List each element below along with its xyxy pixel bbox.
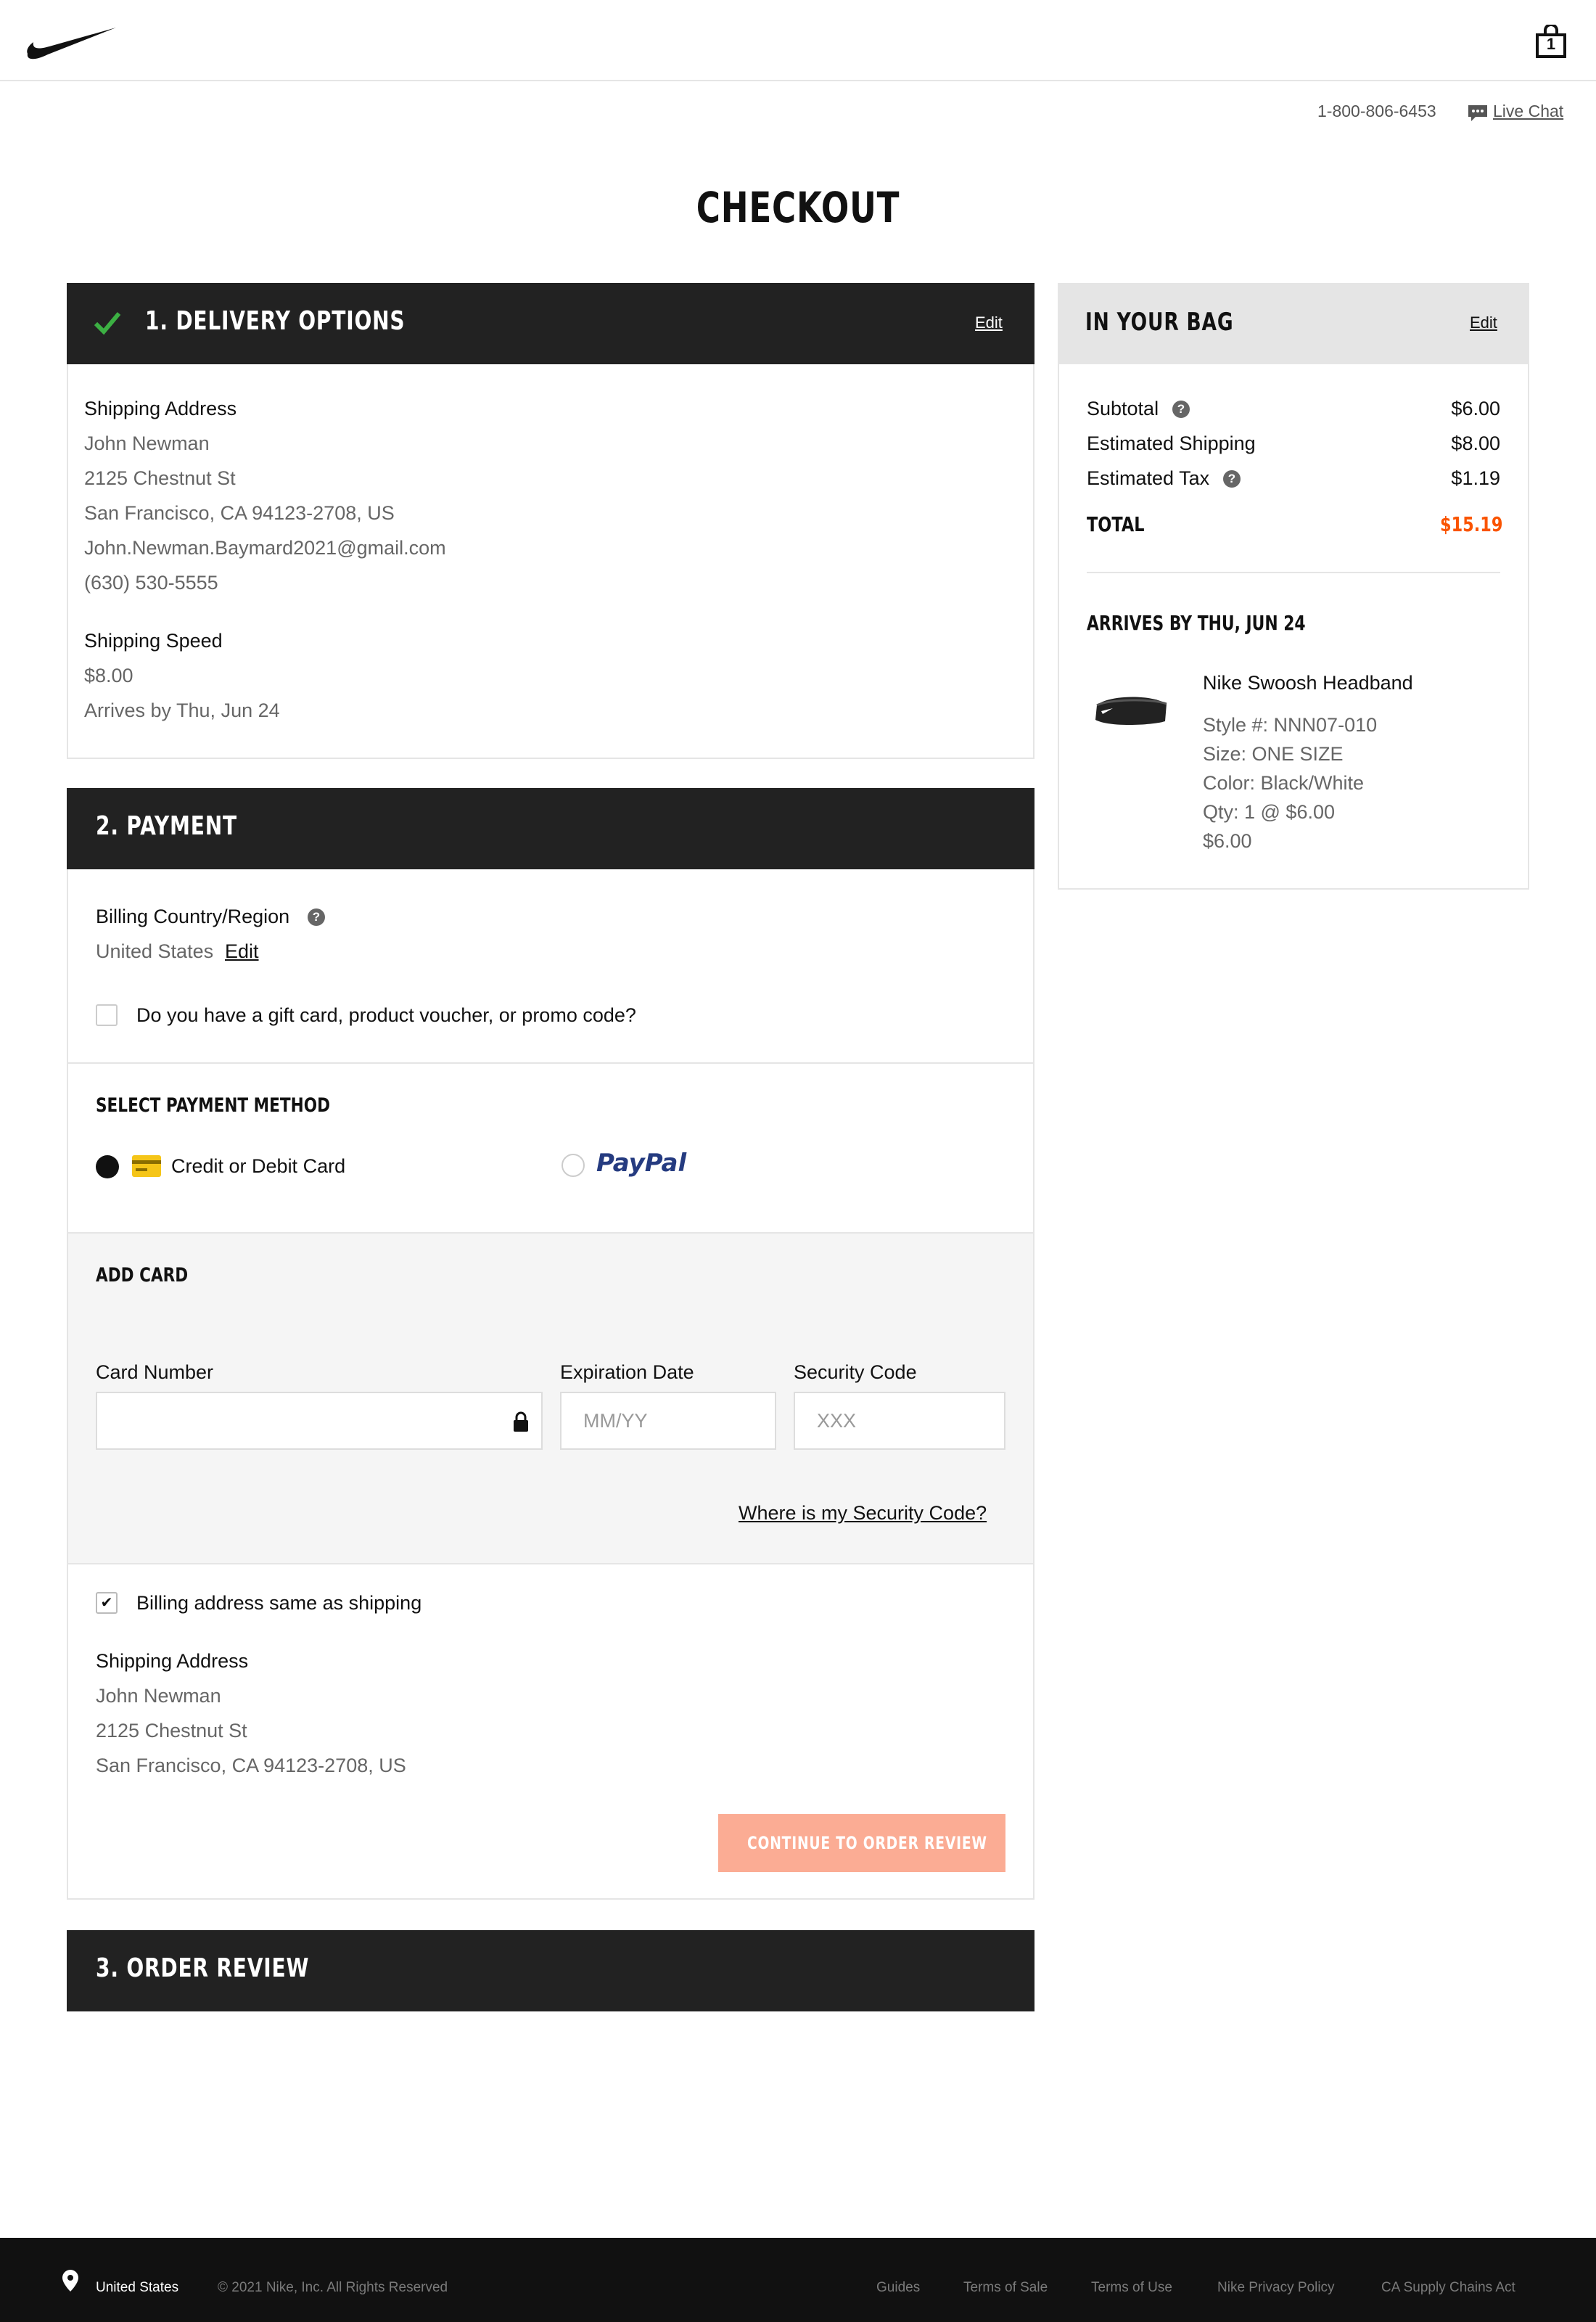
footer-link-terms-of-sale[interactable]: Terms of Sale — [963, 2280, 1048, 2295]
gift-card-question[interactable]: Do you have a gift card, product voucher, or promo code? — [136, 1004, 636, 1026]
order-review-title: 3. ORDER REVIEW — [96, 1953, 310, 1983]
where-security-code-link[interactable]: Where is my Security Code? — [739, 1502, 987, 1524]
add-card-section — [68, 1234, 1033, 1563]
chat-icon[interactable] — [1467, 104, 1489, 123]
footer-link-terms-of-use[interactable]: Terms of Use — [1091, 2280, 1172, 2295]
tax-help-icon[interactable]: ? — [1223, 470, 1241, 488]
paypal-logo[interactable] — [596, 1149, 686, 1178]
subtotal-value: $6.00 — [1451, 398, 1500, 419]
payment-header — [67, 788, 1034, 869]
security-code-input[interactable]: XXX — [794, 1392, 1005, 1450]
delivery-options-panel — [67, 364, 1034, 759]
product-quantity: Qty: 1 @ $6.00 — [1203, 801, 1335, 823]
continue-button-label: CONTINUE TO ORDER REVIEW — [747, 1833, 987, 1853]
gift-card-checkbox[interactable] — [96, 1004, 118, 1026]
shipping-street: 2125 Chestnut St — [84, 467, 236, 489]
top-navigation — [0, 0, 1596, 81]
shipping-arrival: Arrives by Thu, Jun 24 — [84, 700, 280, 721]
bag-edit-link[interactable]: Edit — [1470, 313, 1497, 332]
bag-icon[interactable] — [1535, 25, 1567, 58]
billing-country-label: Billing Country/Region — [96, 906, 290, 927]
arrival-heading: ARRIVES BY THU, JUN 24 — [1087, 611, 1306, 635]
footer-country[interactable]: United States — [96, 2280, 179, 2295]
subtotal-help-icon[interactable]: ? — [1172, 401, 1190, 418]
shipping-address-label: Shipping Address — [84, 398, 237, 419]
card-radio[interactable] — [96, 1155, 119, 1178]
nike-swoosh-logo[interactable] — [26, 25, 118, 60]
billing-city: San Francisco, CA 94123-2708, US — [96, 1755, 406, 1776]
page-title: CHECKOUT — [696, 183, 900, 232]
delivery-edit-link[interactable]: Edit — [975, 313, 1003, 332]
footer-link-ca-supply-chains[interactable]: CA Supply Chains Act — [1381, 2280, 1515, 2295]
billing-shipping-address-label: Shipping Address — [96, 1650, 249, 1672]
product-price: $6.00 — [1203, 830, 1252, 852]
shipping-speed-label: Shipping Speed — [84, 630, 223, 652]
credit-card-icon — [132, 1155, 161, 1177]
security-code-label: Security Code — [794, 1361, 917, 1383]
card-number-label: Card Number — [96, 1361, 214, 1383]
location-pin-icon — [62, 2270, 78, 2292]
checkmark-icon: ✔ — [100, 1595, 113, 1611]
live-chat-link[interactable]: Live Chat — [1493, 102, 1564, 120]
help-icon[interactable]: ? — [308, 908, 325, 926]
billing-name: John Newman — [96, 1685, 221, 1707]
card-number-input[interactable] — [96, 1392, 543, 1450]
order-review-header[interactable] — [67, 1930, 1034, 2011]
expiration-input[interactable]: MM/YY — [560, 1392, 776, 1450]
billing-country-value: United States — [96, 940, 214, 962]
product-name[interactable]: Nike Swoosh Headband — [1203, 672, 1413, 694]
product-style: Style #: NNN07-010 — [1203, 714, 1378, 736]
paypal-radio[interactable] — [562, 1154, 585, 1177]
footer — [0, 2238, 1596, 2322]
card-method-label[interactable]: Credit or Debit Card — [171, 1155, 346, 1177]
estimated-shipping-label: Estimated Shipping — [1087, 432, 1256, 454]
estimated-tax-label: Estimated Tax — [1087, 467, 1210, 489]
bag-summary-panel — [1058, 364, 1529, 890]
delivery-options-header — [67, 283, 1034, 364]
add-card-title: ADD CARD — [96, 1264, 189, 1287]
product-size: Size: ONE SIZE — [1203, 743, 1344, 765]
product-color: Color: Black/White — [1203, 772, 1365, 794]
divider — [68, 1563, 1033, 1564]
footer-link-privacy-policy[interactable]: Nike Privacy Policy — [1217, 2280, 1335, 2295]
billing-street: 2125 Chestnut St — [96, 1720, 247, 1742]
select-payment-method-title: SELECT PAYMENT METHOD — [96, 1094, 331, 1117]
divider — [1087, 572, 1500, 573]
footer-link-guides[interactable]: Guides — [876, 2280, 921, 2295]
billing-same-label[interactable]: Billing address same as shipping — [136, 1592, 422, 1614]
bag-summary-title: IN YOUR BAG — [1085, 308, 1234, 337]
check-icon — [94, 311, 120, 335]
support-phone[interactable]: 1-800-806-6453 — [1317, 102, 1436, 120]
delivery-options-title: 1. DELIVERY OPTIONS — [145, 306, 406, 336]
subtotal-label: Subtotal — [1087, 398, 1159, 419]
total-value: $15.19 — [1440, 512, 1503, 536]
estimated-shipping-value: $8.00 — [1451, 432, 1500, 454]
bag-summary-header — [1058, 283, 1529, 364]
billing-same-checkbox[interactable] — [96, 1592, 118, 1614]
expiration-label: Expiration Date — [560, 1361, 694, 1383]
divider — [68, 1062, 1033, 1064]
lock-icon — [512, 1411, 530, 1432]
continue-to-order-review-button[interactable] — [718, 1814, 1005, 1872]
shipping-phone: (630) 530-5555 — [84, 572, 218, 594]
shipping-name: John Newman — [84, 432, 210, 454]
payment-title: 2. PAYMENT — [96, 811, 237, 841]
footer-copyright: © 2021 Nike, Inc. All Rights Reserved — [218, 2280, 448, 2295]
product-image[interactable] — [1093, 689, 1171, 729]
shipping-email: John.Newman.Baymard2021@gmail.com — [84, 537, 446, 559]
billing-country-edit-link[interactable]: Edit — [225, 940, 259, 962]
bag-count: 1 — [1546, 35, 1556, 53]
shipping-speed-price: $8.00 — [84, 665, 133, 686]
paypal-label: PayPal — [596, 1149, 687, 1178]
estimated-tax-value: $1.19 — [1451, 467, 1500, 489]
payment-panel — [67, 869, 1034, 1900]
total-label: TOTAL — [1087, 512, 1145, 536]
shipping-city: San Francisco, CA 94123-2708, US — [84, 502, 395, 524]
